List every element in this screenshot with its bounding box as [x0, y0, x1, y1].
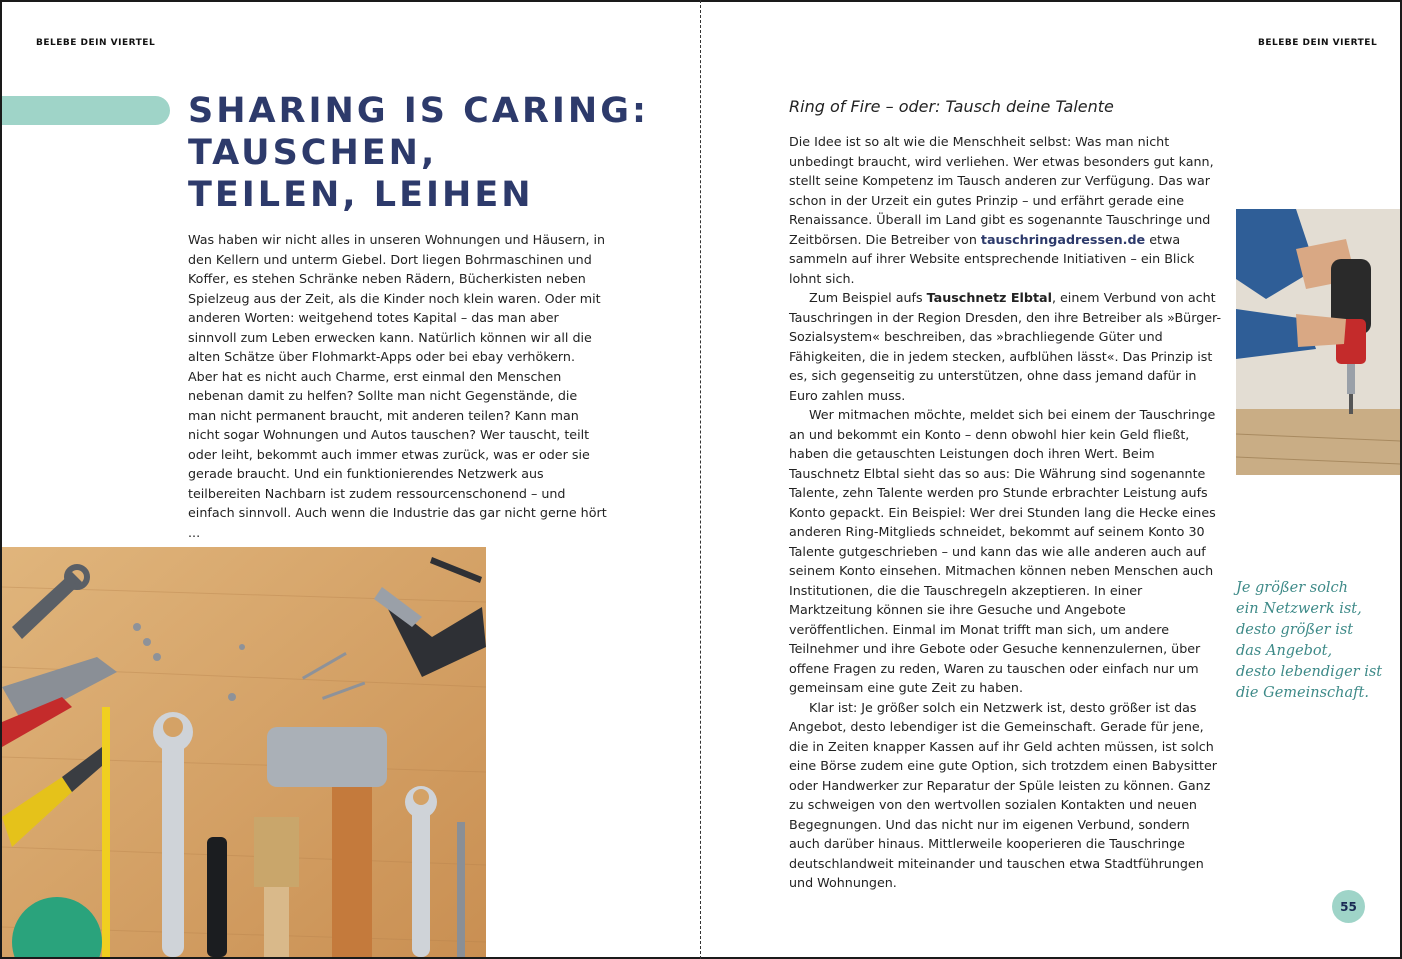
- tools-illustration: [2, 547, 486, 957]
- page-number: 55: [1332, 890, 1365, 923]
- running-head-right: BELEBE DEIN VIERTEL: [1258, 38, 1378, 48]
- paragraph-1-start: Die Idee ist so alt wie die Menschheit selbst: Was man nicht unbedingt braucht, wird verliehen. Wer etwas besonders gut kann, stellt seine Kompetenz im Tausch anderen zur Verfügung. Das war schon in der Urzeit ein gutes Prinzip – und erfährt gerade eine Renaissance. Überall im Land gibt es sogenannte Tauschringe und Zeitbörsen. Die Betreiber von: [789, 134, 1214, 247]
- drill-illustration: [1236, 209, 1400, 475]
- tauschring-link[interactable]: tauschringadressen.de: [980, 231, 1146, 247]
- page-title: [188, 90, 649, 216]
- accent-bar: [2, 96, 170, 125]
- paragraph-2-start: Zum Beispiel aufs: [809, 290, 927, 305]
- paragraph-1: [789, 132, 1224, 288]
- intro-text: Was haben wir nicht alles in unseren Wohnungen und Häusern, in den Kellern und unterm Giebel. Dort liegen Bohrmaschinen und Koffer, es stehen Schränke neben Rädern, Bücherkisten neben Spielzeug aus der Zeit, als die Kinder noch klein waren. Oder mit anderen Worten: weitgehend totes Kapital – das man aber sinnvoll zum Leben erwecken kann. Natürlich können wir all die alten Schätze über Flohmarkt-Apps oder bei ebay verhökern. Aber hat es nicht auch Charme, erst einmal den Menschen nebenan damit zu helfen? Sollte man nicht Gegenstände, die man nicht permanent braucht, mit anderen teilen? Kann man nicht sogar Wohnungen und Autos tauschen? Wer tauscht, teilt oder leiht, bekommt auch immer etwas zurück, was er oder sie gerade braucht. Und ein funktionierendes Netzwerk aus teilbereiten Nachbarn ist zudem ressourcenschonend – und einfach sinnvoll. Auch wenn die Industrie das gar nicht gerne hört ...: [188, 232, 607, 540]
- pullquote-line-5: desto lebendiger ist: [1236, 664, 1383, 680]
- tauschnetz-name: Tauschnetz Elbtal: [926, 290, 1052, 305]
- title-line-2: TAUSCHEN,: [188, 133, 438, 173]
- running-head-left: BELEBE DEIN VIERTEL: [36, 38, 156, 48]
- paragraph-1-end: etwa sammeln auf ihrer Website entsprechende Initiativen – ein Blick lohnt sich.: [789, 231, 1195, 286]
- paragraph-2-end: , einem Verbund von acht Tauschringen in der Region Dresden, den ihre Betreiber als »Bürger-Sozialsystem« beschreiben, das »brachliegende Güter und Fähigkeiten, die in jedem stecken, aufblühen lässt«. Das Prinzip ist es, sich gegenseitig zu unterstützen, ohne dass jemand dafür in Euro zahlen muss.: [789, 290, 1222, 403]
- section-subheading: Ring of Fire – oder: Tausch deine Talente: [789, 97, 1114, 116]
- title-line-1: SHARING IS CARING:: [188, 91, 649, 131]
- page-gutter: [700, 0, 701, 959]
- paragraph-4: Klar ist: Je größer solch ein Netzwerk ist, desto größer ist das Angebot, desto lebendiger ist die Gemeinschaft. Gerade für jene, die in Zeiten knapper Kassen auf ihr Geld achten müssen, ist solch eine Börse zudem eine gute Option, sich trotzdem einen Babysitter oder Handwerker zur Reparatur der Spüle leisten zu können. Ganz zu schweigen von den wertvollen sozialen Kontakten und neuen Begegnungen. Und das nicht nur im eigenen Verbund, sondern auch darüber hinaus. Mittlerweile kooperieren die Tauschringe deutschlandweit miteinander und tauschen etwa Stadtführungen und Wohnungen.: [789, 699, 1217, 890]
- pull-quote: [1236, 578, 1386, 704]
- paragraph-2: [789, 288, 1224, 405]
- pullquote-line-4: das Angebot,: [1236, 643, 1333, 659]
- drill-photo: [1236, 209, 1400, 475]
- tools-photo: [2, 547, 486, 957]
- pullquote-line-3: desto größer ist: [1236, 622, 1354, 638]
- paragraph-3: Wer mitmachen möchte, meldet sich bei einem der Tauschringe an und bekommt ein Konto – denn obwohl hier kein Geld fließt, haben die getauschten Leistungen doch ihren Wert. Beim Tauschnetz Elbtal sieht das so aus: Die Währung sind sogenannte Talente, zehn Talente werden pro Stunde erbrachter Leistung aufs Konto gepackt. Ein Beispiel: Wer drei Stunden lang die Hecke eines anderen Ring-Mitglieds schneidet, bekommt auf seinem Konto 30 Talente gutgeschrieben – und kann das wie alle anderen auch auf seinem Konto einsehen. Mitmachen können neben Menschen auch Institutionen, die die Tauschregeln akzeptieren. In einer Marktzeitung können sie ihre Gesuche und Angebote veröffentlichen. Einmal im Monat trifft man sich, um andere Teilnehmer und ihre Gebote oder Gesuche kennenzulernen, über offene Fragen zu reden, Waren zu tauschen oder einfach nur um gemeinsam eine gute Zeit zu haben.: [789, 407, 1216, 695]
- pullquote-line-1: Je größer solch: [1236, 580, 1349, 596]
- intro-paragraph: [188, 230, 608, 542]
- article-body: [789, 132, 1224, 893]
- pullquote-line-6: die Gemeinschaft.: [1236, 685, 1369, 701]
- pullquote-line-2: ein Netzwerk ist,: [1236, 601, 1362, 617]
- title-line-3: TEILEN, LEIHEN: [188, 175, 534, 215]
